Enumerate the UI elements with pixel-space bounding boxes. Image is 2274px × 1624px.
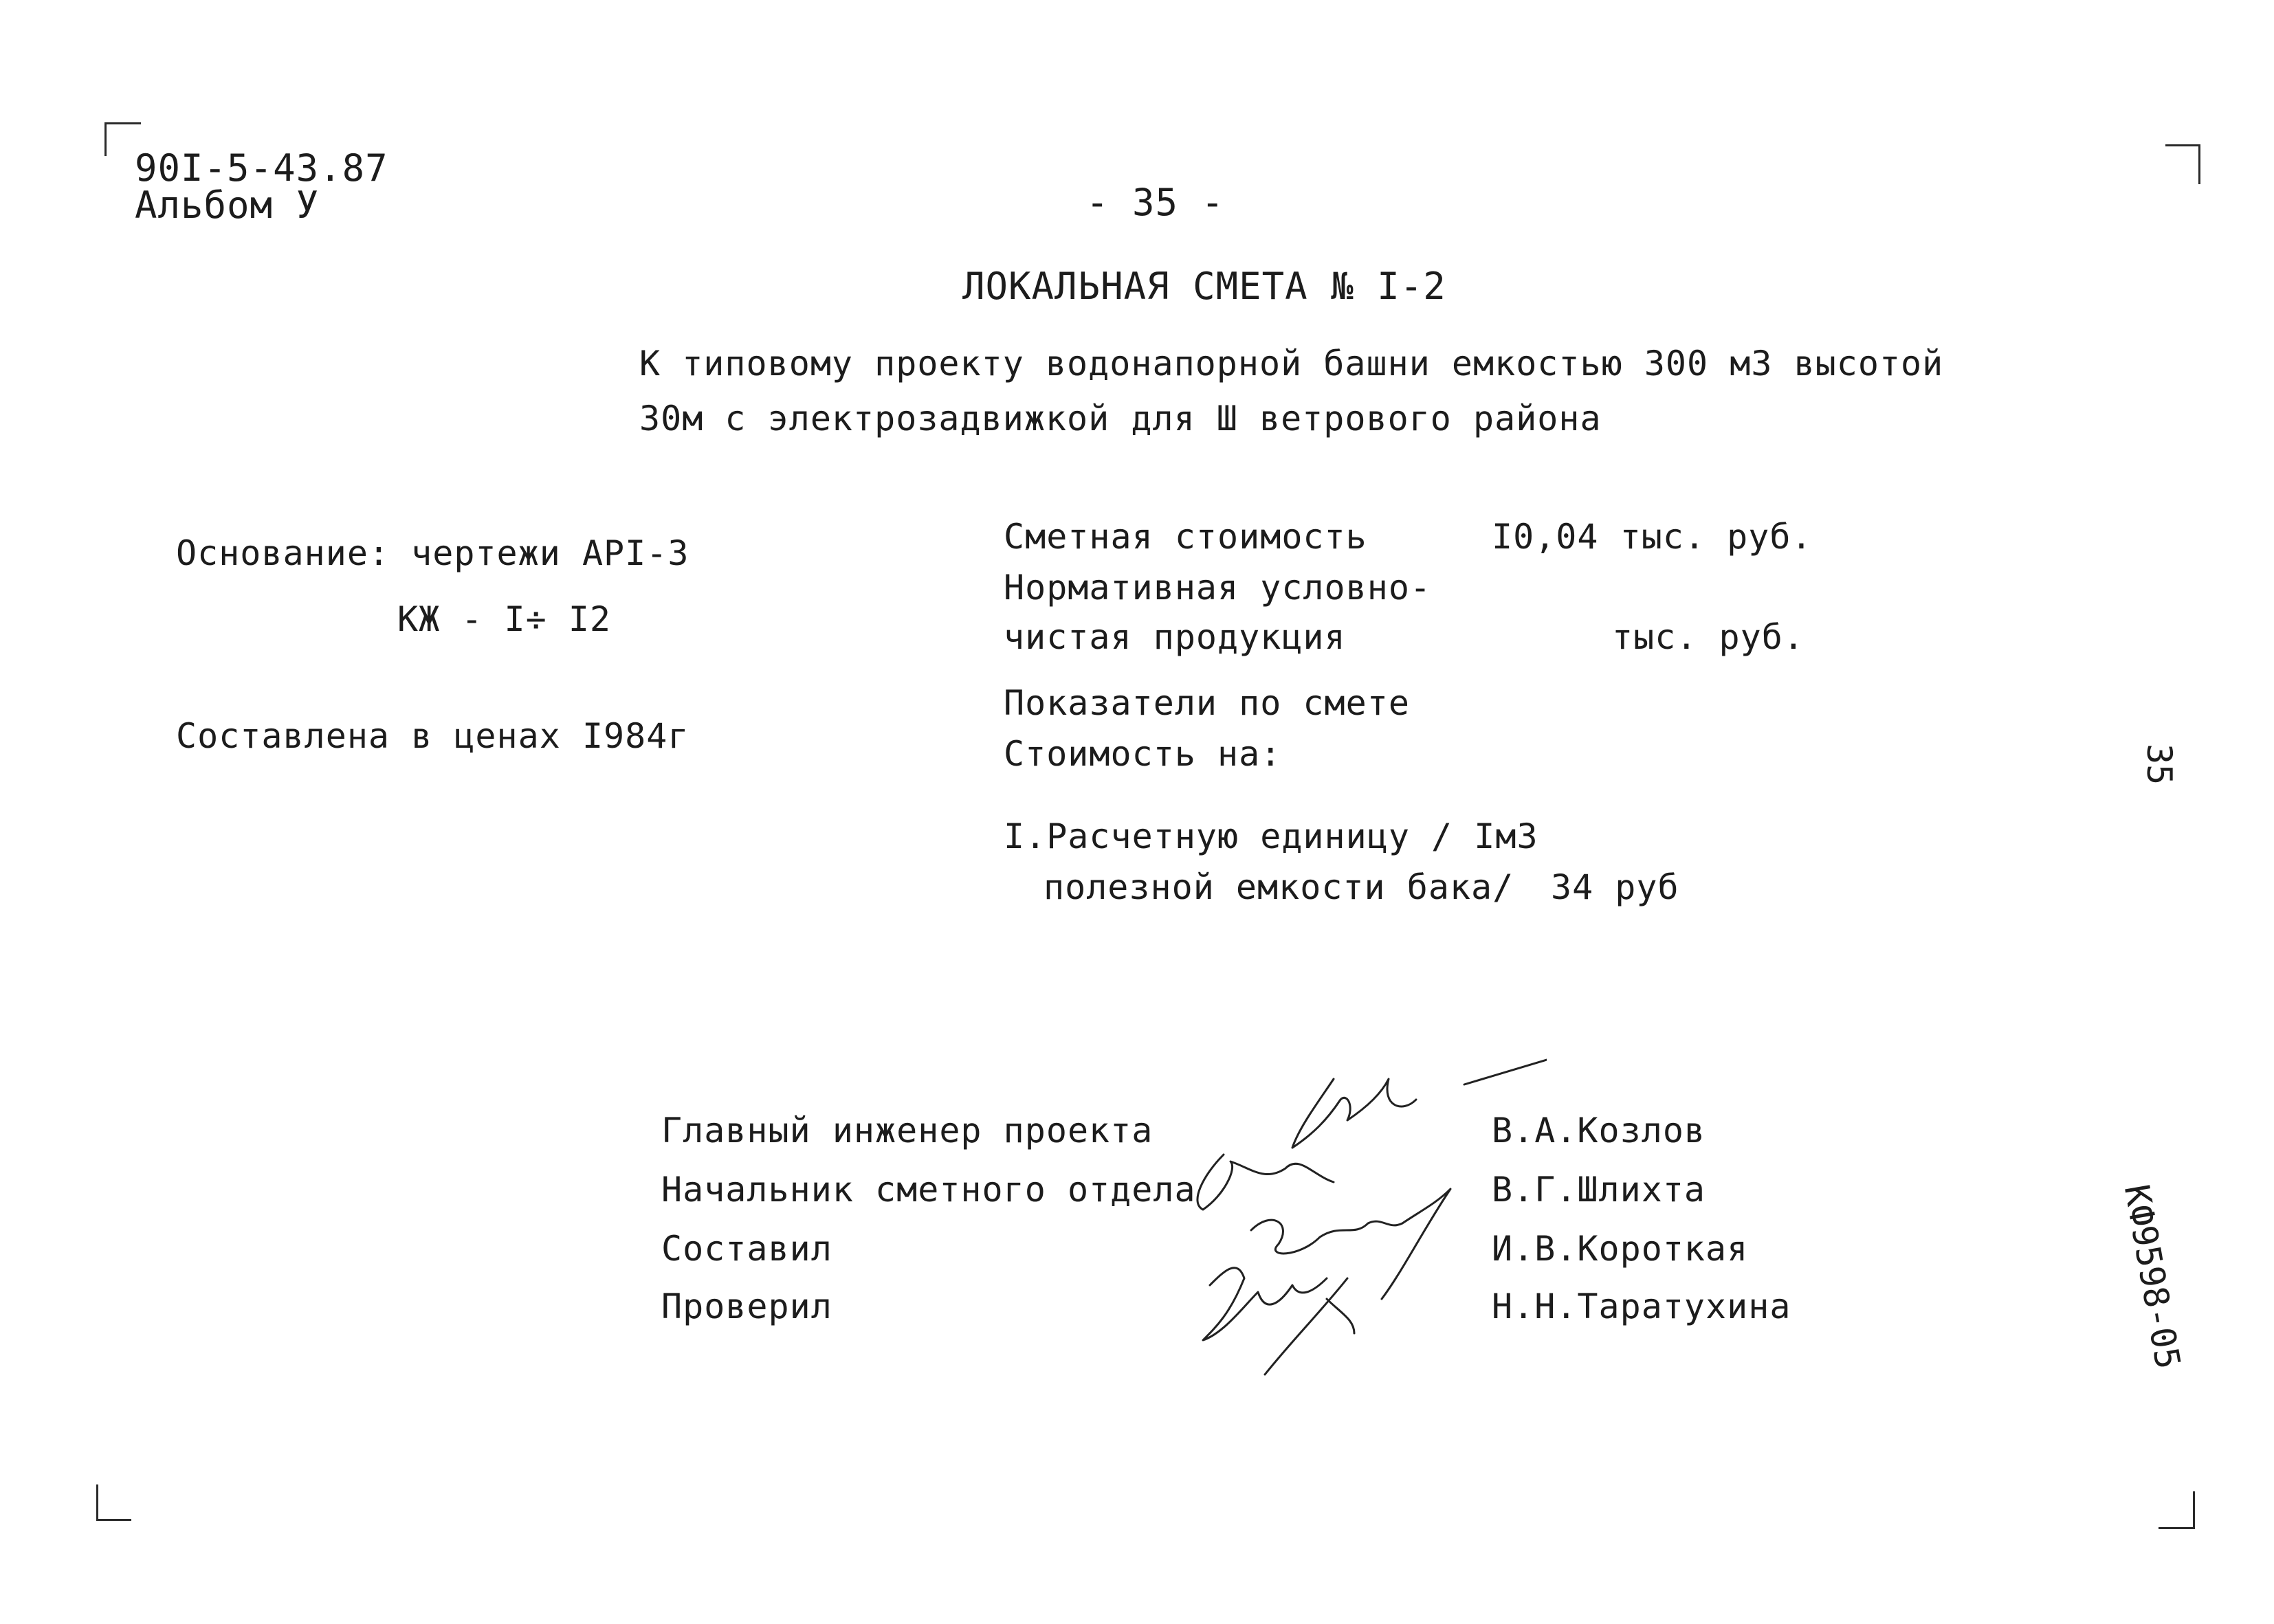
unit-cost-line-1: I.Расчетную единицу / Iм3 [1004, 816, 1538, 856]
signature-stroke-6 [1265, 1278, 1354, 1375]
signature-name-korotkaya: И.В.Короткая [1492, 1229, 1749, 1269]
document-code: 90I-5-43.87 [135, 146, 388, 190]
normative-output-label-1: Нормативная условно- [1004, 568, 1432, 608]
unit-cost-value: 34 руб [1551, 867, 1679, 907]
project-description-line-2: 30м с электрозадвижкой для Ш ветрового района [639, 399, 1602, 438]
signature-name-taratukhina: Н.Н.Таратухина [1492, 1287, 1791, 1326]
signature-name-shlikhta: В.Г.Шлихта [1492, 1170, 1706, 1210]
unit-cost-line-2: полезной емкости бака/ [1044, 867, 1514, 907]
signature-role-chief-engineer: Главный инженер проекта [661, 1111, 1153, 1150]
normative-output-value: тыс. руб. [1612, 617, 1804, 657]
price-base: Составлена в ценах I984г [176, 716, 689, 756]
signature-stroke-5 [1203, 1268, 1327, 1340]
crop-mark-bottom-right [2159, 1491, 2195, 1529]
signature-role-compiled: Составил [661, 1229, 832, 1269]
cost-for-label: Стоимость на: [1004, 734, 1282, 774]
signature-stroke-4 [1251, 1189, 1450, 1299]
crop-mark-top-right [2165, 144, 2200, 184]
signature-role-estimate-head: Начальник сметного отдела [661, 1170, 1196, 1210]
handwritten-signatures [1162, 1052, 1547, 1381]
signature-stroke-2 [1292, 1079, 1416, 1148]
normative-output-label-2: чистая продукция [1004, 617, 1346, 657]
estimated-cost-value: I0,04 тыс. руб. [1492, 517, 1813, 557]
album-label: Альбом У [135, 183, 320, 227]
basis-drawings: Основание: чертежи АРI-3 [176, 533, 689, 573]
basis-drawing-range: КЖ - I÷ I2 [397, 599, 612, 639]
page-number: - 35 - [1086, 181, 1225, 224]
indicators-label: Показатели по смете [1004, 683, 1410, 723]
signature-stroke-3 [1197, 1155, 1334, 1210]
estimate-title: ЛОКАЛЬНАЯ СМЕТА № I-2 [962, 265, 1446, 308]
signature-stroke-1 [1464, 1060, 1547, 1084]
estimated-cost-label: Сметная стоимость [1004, 517, 1367, 557]
margin-page-stamp: 35 [2139, 744, 2179, 786]
signature-name-kozlov: В.А.Козлов [1492, 1111, 1706, 1150]
signature-role-checked: Проверил [661, 1287, 832, 1326]
margin-archive-code: КФ9598-05 [2116, 1181, 2188, 1372]
crop-mark-bottom-left [96, 1484, 131, 1521]
project-description-line-1: К типовому проекту водонапорной башни емкостью 300 м3 высотой [639, 344, 1944, 383]
